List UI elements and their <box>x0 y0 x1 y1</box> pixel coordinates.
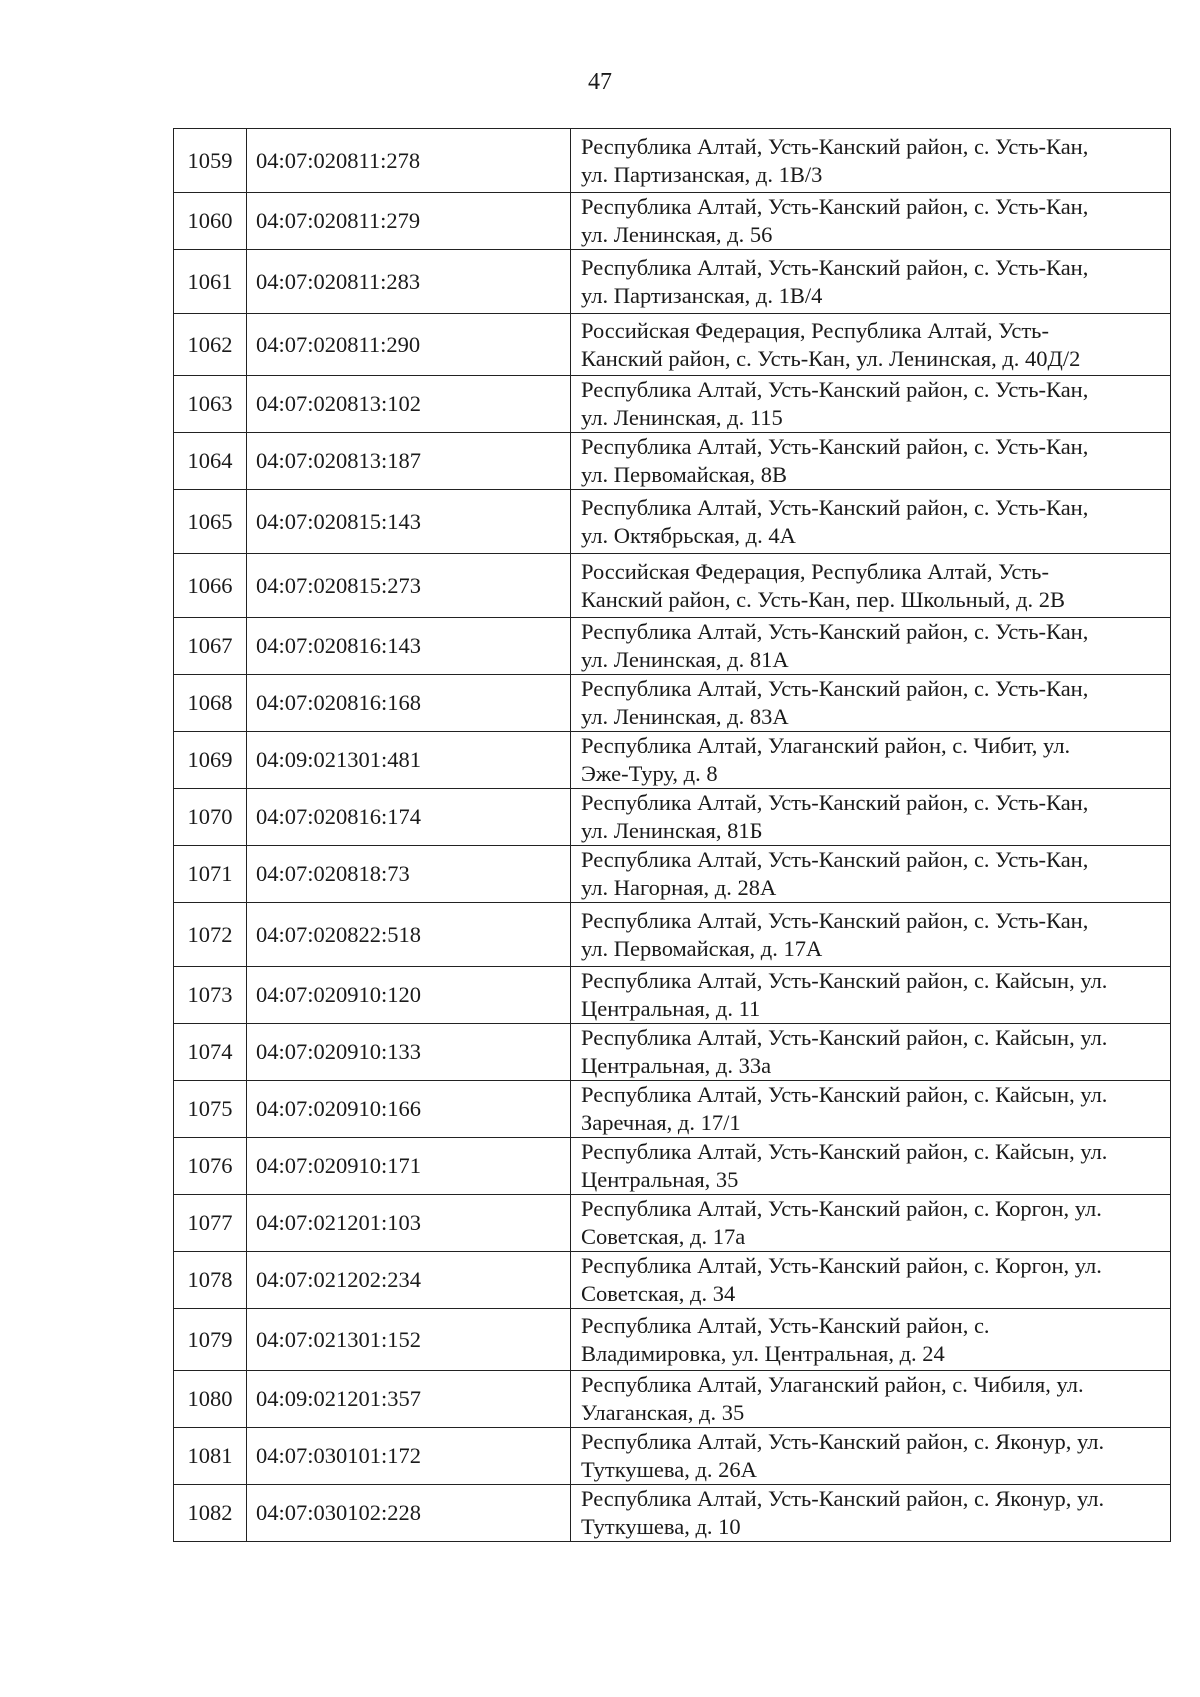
address-line: Республика Алтай, Улаганский район, с. Чибиля, ул. <box>581 1372 1084 1397</box>
address-line: Республика Алтай, Усть-Канский район, с. Усть-Кан, <box>581 377 1089 402</box>
row-number: 1063 <box>174 376 247 433</box>
row-number: 1076 <box>174 1138 247 1195</box>
address-cell <box>571 846 1171 903</box>
address-line: Улаганская, д. 35 <box>581 1400 745 1425</box>
table-row <box>174 1252 1171 1309</box>
cadastral-number: 04:07:021201:103 <box>247 1195 571 1252</box>
cadastral-number: 04:07:020910:166 <box>247 1081 571 1138</box>
table-row <box>174 314 1171 376</box>
address-cell <box>571 618 1171 675</box>
address-line: Эже-Туру, д. 8 <box>581 761 718 786</box>
address-cell <box>571 433 1171 490</box>
address-line: Республика Алтай, Усть-Канский район, с. Усть-Кан, <box>581 434 1089 459</box>
address-cell <box>571 903 1171 967</box>
address-line: ул. Ленинская, 81Б <box>581 818 763 843</box>
row-number: 1072 <box>174 903 247 967</box>
row-number: 1069 <box>174 732 247 789</box>
address-line: Российская Федерация, Республика Алтай, Усть- <box>581 317 1049 343</box>
address-line: Республика Алтай, Усть-Канский район, с. Усть-Кан, <box>581 494 1089 520</box>
row-number: 1074 <box>174 1024 247 1081</box>
address-line: Республика Алтай, Усть-Канский район, с. <box>581 1312 990 1338</box>
address-line: Республика Алтай, Усть-Канский район, с. Коргон, ул. <box>581 1253 1102 1278</box>
row-number: 1075 <box>174 1081 247 1138</box>
table-row <box>174 675 1171 732</box>
row-number: 1065 <box>174 490 247 554</box>
address-line: ул. Ленинская, д. 83А <box>581 704 789 729</box>
cadastral-number: 04:07:020816:174 <box>247 789 571 846</box>
address-cell <box>571 193 1171 250</box>
address-line: Республика Алтай, Усть-Канский район, с. Кайсын, ул. <box>581 1025 1108 1050</box>
row-number: 1066 <box>174 554 247 618</box>
table-row <box>174 1024 1171 1081</box>
address-cell <box>571 554 1171 618</box>
address-cell <box>571 1485 1171 1542</box>
table-row <box>174 250 1171 314</box>
address-line: ул. Ленинская, д. 56 <box>581 222 773 247</box>
table-row <box>174 1371 1171 1428</box>
row-number: 1081 <box>174 1428 247 1485</box>
address-line: Республика Алтай, Усть-Канский район, с. Яконур, ул. <box>581 1429 1105 1454</box>
address-line: Республика Алтай, Улаганский район, с. Чибит, ул. <box>581 733 1071 758</box>
table-row <box>174 618 1171 675</box>
cadastral-number: 04:07:020910:120 <box>247 967 571 1024</box>
address-cell <box>571 129 1171 193</box>
address-line: Туткушева, д. 10 <box>581 1514 741 1539</box>
address-line: Туткушева, д. 26А <box>581 1457 757 1482</box>
address-line: ул. Первомайская, д. 17А <box>581 935 823 961</box>
table-row <box>174 903 1171 967</box>
registry-table <box>173 128 1171 1542</box>
row-number: 1082 <box>174 1485 247 1542</box>
address-cell <box>571 1371 1171 1428</box>
address-line: Канский район, с. Усть-Кан, ул. Ленинская, д. 40Д/2 <box>581 345 1081 371</box>
table-row <box>174 433 1171 490</box>
address-line: Республика Алтай, Усть-Канский район, с. Усть-Кан, <box>581 790 1089 815</box>
address-line: Республика Алтай, Усть-Канский район, с. Кайсын, ул. <box>581 1082 1108 1107</box>
row-number: 1080 <box>174 1371 247 1428</box>
address-line: Заречная, д. 17/1 <box>581 1110 741 1135</box>
table-row <box>174 1428 1171 1485</box>
address-cell <box>571 789 1171 846</box>
address-cell <box>571 1252 1171 1309</box>
table-row <box>174 1309 1171 1371</box>
table-row <box>174 789 1171 846</box>
address-cell <box>571 1309 1171 1371</box>
cadastral-number: 04:07:020813:187 <box>247 433 571 490</box>
table-row <box>174 1081 1171 1138</box>
table-row <box>174 967 1171 1024</box>
row-number: 1068 <box>174 675 247 732</box>
cadastral-number: 04:09:021201:357 <box>247 1371 571 1428</box>
address-line: Республика Алтай, Усть-Канский район, с. Кайсын, ул. <box>581 1139 1108 1164</box>
address-cell <box>571 1138 1171 1195</box>
cadastral-number: 04:07:020910:133 <box>247 1024 571 1081</box>
address-cell <box>571 1195 1171 1252</box>
row-number: 1070 <box>174 789 247 846</box>
cadastral-number: 04:07:020816:143 <box>247 618 571 675</box>
cadastral-number: 04:07:020815:273 <box>247 554 571 618</box>
address-line: Канский район, с. Усть-Кан, пер. Школьный, д. 2В <box>581 586 1066 612</box>
address-line: Республика Алтай, Усть-Канский район, с. Усть-Кан, <box>581 676 1089 701</box>
address-line: Центральная, д. 11 <box>581 996 761 1021</box>
cadastral-number: 04:07:020816:168 <box>247 675 571 732</box>
cadastral-number: 04:07:030102:228 <box>247 1485 571 1542</box>
table-row <box>174 554 1171 618</box>
cadastral-number: 04:09:021301:481 <box>247 732 571 789</box>
address-line: ул. Партизанская, д. 1В/4 <box>581 282 823 308</box>
address-line: Центральная, д. 33а <box>581 1053 772 1078</box>
address-line: Российская Федерация, Республика Алтай, Усть- <box>581 558 1049 584</box>
address-line: Республика Алтай, Усть-Канский район, с. Кайсын, ул. <box>581 968 1108 993</box>
cadastral-number: 04:07:020815:143 <box>247 490 571 554</box>
cadastral-number: 04:07:020811:279 <box>247 193 571 250</box>
cadastral-number: 04:07:030101:172 <box>247 1428 571 1485</box>
address-cell <box>571 376 1171 433</box>
cadastral-number: 04:07:021301:152 <box>247 1309 571 1371</box>
table-row <box>174 732 1171 789</box>
page-number: 47 <box>588 69 612 95</box>
row-number: 1079 <box>174 1309 247 1371</box>
address-cell <box>571 250 1171 314</box>
row-number: 1067 <box>174 618 247 675</box>
row-number: 1061 <box>174 250 247 314</box>
table-row <box>174 1195 1171 1252</box>
table-row <box>174 1138 1171 1195</box>
address-line: Республика Алтай, Усть-Канский район, с. Усть-Кан, <box>581 254 1089 280</box>
address-line: Республика Алтай, Усть-Канский район, с. Усть-Кан, <box>581 133 1089 159</box>
row-number: 1064 <box>174 433 247 490</box>
address-cell <box>571 1428 1171 1485</box>
address-line: Республика Алтай, Усть-Канский район, с. Усть-Кан, <box>581 847 1089 872</box>
cadastral-number: 04:07:020818:73 <box>247 846 571 903</box>
cadastral-number: 04:07:020811:290 <box>247 314 571 376</box>
address-line: Советская, д. 34 <box>581 1281 736 1306</box>
table-row <box>174 193 1171 250</box>
table-row <box>174 376 1171 433</box>
row-number: 1071 <box>174 846 247 903</box>
address-line: Владимировка, ул. Центральная, д. 24 <box>581 1340 945 1366</box>
cadastral-number: 04:07:020811:278 <box>247 129 571 193</box>
table-row <box>174 490 1171 554</box>
cadastral-number: 04:07:021202:234 <box>247 1252 571 1309</box>
address-line: ул. Ленинская, д. 81А <box>581 647 789 672</box>
address-line: ул. Первомайская, 8В <box>581 462 788 487</box>
row-number: 1078 <box>174 1252 247 1309</box>
cadastral-number: 04:07:020811:283 <box>247 250 571 314</box>
address-line: ул. Октябрьская, д. 4А <box>581 522 796 548</box>
address-cell <box>571 1081 1171 1138</box>
address-line: Советская, д. 17а <box>581 1224 746 1249</box>
table-row <box>174 846 1171 903</box>
address-line: Центральная, 35 <box>581 1167 739 1192</box>
address-line: ул. Партизанская, д. 1В/3 <box>581 161 823 187</box>
address-cell <box>571 675 1171 732</box>
address-line: Республика Алтай, Усть-Канский район, с. Яконур, ул. <box>581 1486 1105 1511</box>
address-line: Республика Алтай, Усть-Канский район, с. Усть-Кан, <box>581 194 1089 219</box>
cadastral-number: 04:07:020813:102 <box>247 376 571 433</box>
address-cell <box>571 490 1171 554</box>
address-line: Республика Алтай, Усть-Канский район, с. Коргон, ул. <box>581 1196 1102 1221</box>
table-row <box>174 1485 1171 1542</box>
row-number: 1062 <box>174 314 247 376</box>
row-number: 1059 <box>174 129 247 193</box>
row-number: 1073 <box>174 967 247 1024</box>
address-line: ул. Нагорная, д. 28А <box>581 875 777 900</box>
cadastral-number: 04:07:020822:518 <box>247 903 571 967</box>
row-number: 1060 <box>174 193 247 250</box>
cadastral-number: 04:07:020910:171 <box>247 1138 571 1195</box>
address-cell <box>571 732 1171 789</box>
table-row <box>174 129 1171 193</box>
address-cell <box>571 1024 1171 1081</box>
address-line: Республика Алтай, Усть-Канский район, с. Усть-Кан, <box>581 619 1089 644</box>
address-line: Республика Алтай, Усть-Канский район, с. Усть-Кан, <box>581 907 1089 933</box>
address-cell <box>571 314 1171 376</box>
address-line: ул. Ленинская, д. 115 <box>581 405 783 430</box>
row-number: 1077 <box>174 1195 247 1252</box>
address-cell <box>571 967 1171 1024</box>
